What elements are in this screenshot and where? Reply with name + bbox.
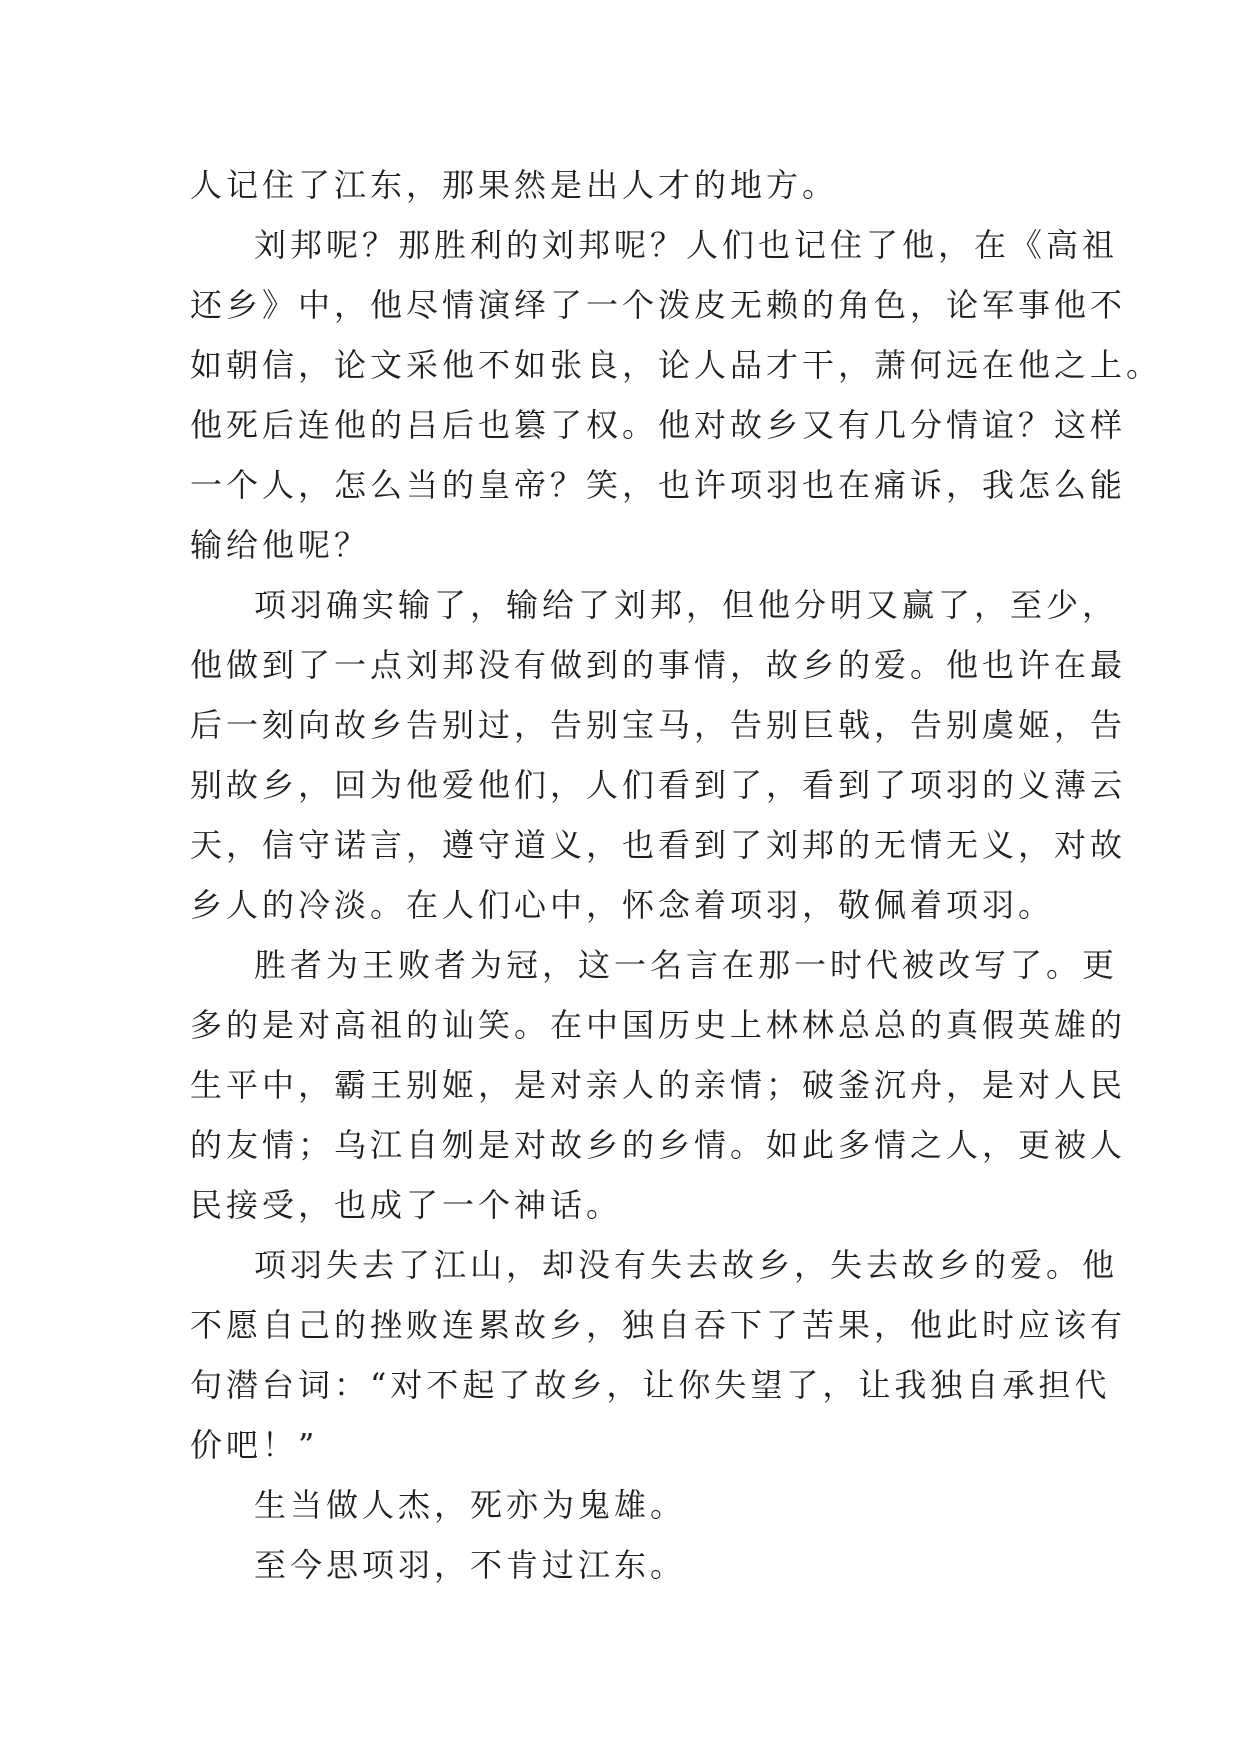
text-line: 他死后连他的吕后也篡了权。他对故乡又有几分情谊？这样 <box>190 406 1127 444</box>
text-line: 的友情；乌江自刎是对故乡的乡情。如此多情之人，更被人 <box>190 1126 1127 1164</box>
text-line: 刘邦呢？那胜利的刘邦呢？人们也记住了他，在《高祖 <box>254 226 1119 264</box>
paragraph <box>190 1475 1070 1535</box>
text-line: 至今思项羽，不肯过江东。 <box>254 1546 687 1584</box>
paragraph <box>190 215 1163 575</box>
text-line: 生当做人杰，死亦为鬼雄。 <box>254 1486 687 1524</box>
document-body <box>190 155 1163 1595</box>
text-line: 一个人，怎么当的皇帝？笑，也许项羽也在痛诉，我怎么能 <box>190 466 1127 504</box>
text-line: 胜者为王败者为冠，这一名言在那一时代被改写了。更 <box>254 946 1119 984</box>
paragraph <box>190 1235 1127 1475</box>
text-line: 输给他呢？ <box>190 526 371 564</box>
text-line: 生平中，霸王别姬，是对亲人的亲情；破釜沉舟，是对人民 <box>190 1066 1127 1104</box>
paragraph <box>190 1535 1070 1595</box>
text-line: 别故乡，回为他爱他们，人们看到了，看到了项羽的义薄云 <box>190 766 1127 804</box>
text-line: 乡人的冷淡。在人们心中，怀念着项羽，敬佩着项羽。 <box>190 886 1055 924</box>
text-line: 民接受，也成了一个神话。 <box>190 1186 623 1224</box>
text-line: 价吧！” <box>190 1426 319 1464</box>
text-line: 如朝信，论文采他不如张良，论人品才干，萧何远在他之上。 <box>190 346 1163 384</box>
text-line: 项羽确实输了，输给了刘邦，但他分明又赢了，至少， <box>254 586 1119 624</box>
text-line: 后一刻向故乡告别过，告别宝马，告别巨戟，告别虞姬，告 <box>190 706 1127 744</box>
text-line: 他做到了一点刘邦没有做到的事情，故乡的爱。他也许在最 <box>190 646 1127 684</box>
text-line: 不愿自己的挫败连累故乡，独自吞下了苦果，他此时应该有 <box>190 1306 1127 1344</box>
text-line: 天，信守诺言，遵守道义，也看到了刘邦的无情无义，对故 <box>190 826 1127 864</box>
text-line: 句潜台词：“对不起了故乡，让你失望了，让我独自承担代 <box>190 1366 1111 1404</box>
text-line: 人记住了江东，那果然是出人才的地方。 <box>190 166 839 204</box>
paragraph <box>190 575 1127 935</box>
text-line: 项羽失去了江山，却没有失去故乡，失去故乡的爱。他 <box>254 1246 1119 1284</box>
text-line: 还乡》中，他尽情演绎了一个泼皮无赖的角色，论军事他不 <box>190 286 1127 324</box>
paragraph <box>190 935 1127 1235</box>
paragraph <box>190 155 1070 215</box>
text-line: 多的是对高祖的讪笑。在中国历史上林林总总的真假英雄的 <box>190 1006 1127 1044</box>
